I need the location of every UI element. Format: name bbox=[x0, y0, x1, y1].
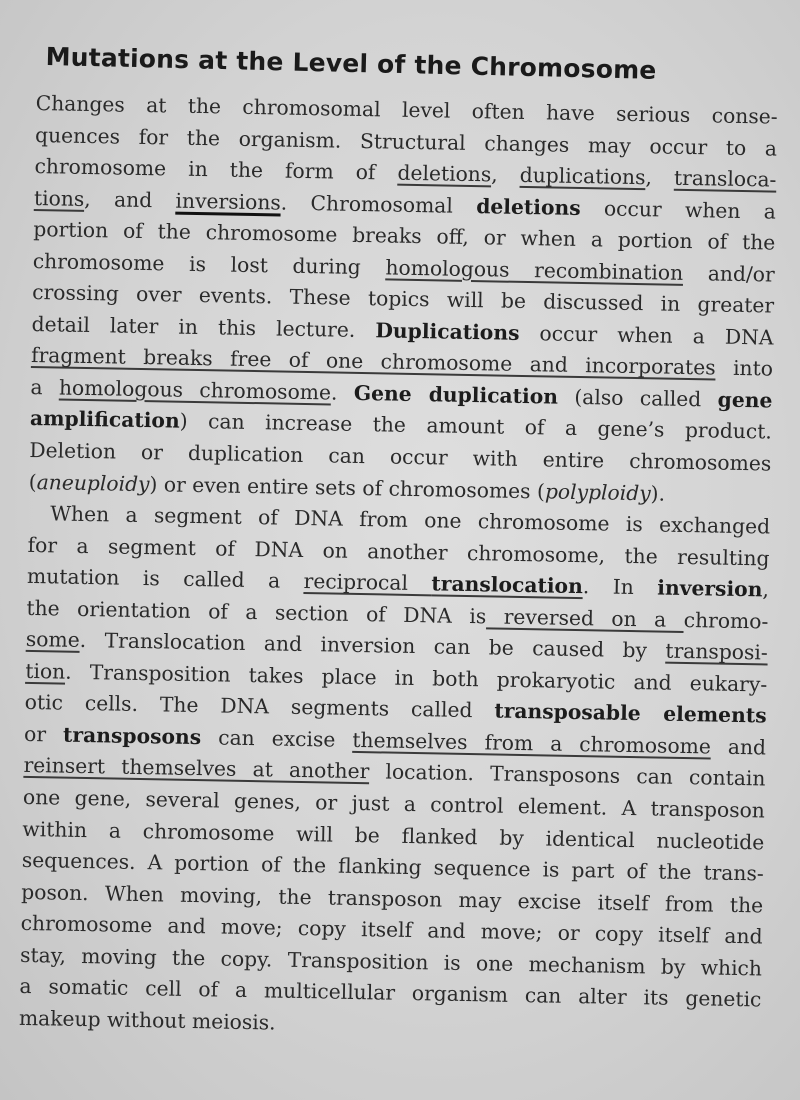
underlined-term: homologous chromosome bbox=[58, 375, 332, 405]
text-line: stay, moving the copy. Transposition is one mechanism by which bbox=[19, 942, 763, 981]
text-line: crossing over events. These topics will be discussed in greater bbox=[32, 280, 775, 318]
bold-term: translocation bbox=[431, 571, 584, 599]
underlined-term: tions bbox=[33, 185, 85, 211]
text-line: amplification) can increase the amount of a gene’s product. bbox=[29, 406, 773, 445]
italic-term: polyploidy bbox=[544, 478, 651, 505]
text-line: a homologous chromosome. Gene duplication (also called gene bbox=[30, 374, 773, 413]
text-line: poson. When moving, the transposon may excise itself from the bbox=[21, 879, 764, 918]
text-line: Changes at the chromosomal level often have serious conse- bbox=[35, 90, 778, 129]
bold-term: amplification bbox=[29, 406, 180, 434]
bold-term: transposable elements bbox=[494, 698, 767, 728]
text-line: quences for the organism. Structural changes may occur to a bbox=[34, 122, 778, 161]
section-heading: Mutations at the Level of the Chromosome bbox=[45, 42, 657, 85]
bold-term: deletions bbox=[475, 193, 581, 220]
italic-term: aneuploidy bbox=[36, 469, 150, 496]
text-line: sequences. A portion of the flanking sequence is part of the trans- bbox=[21, 847, 764, 886]
underlined-phrase: reinsert themselves at another bbox=[23, 753, 370, 784]
bold-term: gene bbox=[717, 387, 773, 413]
text-line: (aneuploidy) or even entire sets of chromosomes (polyploidy). bbox=[28, 469, 666, 506]
text-line: Deletion or duplication can occur with entire chromosomes bbox=[29, 437, 772, 476]
text-line: or transposons can excise themselves from a chromosome and bbox=[23, 721, 767, 760]
underlined-phrase: reversed on a bbox=[486, 604, 684, 632]
underlined-term: transloca- bbox=[673, 165, 777, 192]
text-line: within a chromosome will be flanked by identical nucleotide bbox=[22, 816, 765, 855]
bold-term: Gene duplication bbox=[353, 380, 559, 409]
bold-term: inversion bbox=[657, 575, 763, 602]
underlined-term: deletions bbox=[397, 160, 492, 187]
text-line: a somatic cell of a multicellular organism can alter its genetic bbox=[19, 974, 762, 1012]
underlined-term: some bbox=[25, 627, 80, 653]
underlined-term: inversions bbox=[175, 188, 282, 215]
text-line: otic cells. The DNA segments called transposable elements bbox=[24, 690, 767, 728]
underlined-phrase: themselves from a chromosome bbox=[352, 727, 712, 759]
body-text bbox=[19, 88, 778, 1048]
text-line: tions, and inversions. Chromosomal deletions occur when a bbox=[33, 185, 777, 224]
text-line: for a segment of DNA on another chromosome, the resulting bbox=[27, 532, 770, 571]
text-line: detail later in this lecture. Duplications occur when a DNA bbox=[31, 311, 774, 350]
text-line: chromosome and move; copy itself and move; or copy itself and bbox=[20, 911, 763, 949]
underlined-phrase: fragment breaks free of one chromosome and incorporates bbox=[30, 343, 716, 380]
text-line: chromosome is lost during homologous recombination and/or bbox=[32, 248, 775, 287]
text-line: tion. Transposition takes place in both prokaryotic and eukary- bbox=[25, 658, 768, 697]
text-line: fragment breaks free of one chromosome and incorporates into bbox=[30, 343, 774, 381]
text-line: portion of the chromosome breaks off, or when a portion of the bbox=[33, 217, 776, 255]
text-line: makeup without meiosis. bbox=[18, 1005, 276, 1035]
underlined-term: reciprocal bbox=[303, 569, 432, 596]
underlined-term: homologous recombination bbox=[385, 255, 684, 285]
text-line: reinsert themselves at another location. Transposons can contain bbox=[23, 753, 766, 791]
underlined-term: transposi- bbox=[665, 638, 768, 665]
bold-term: transposons bbox=[62, 722, 202, 750]
text-line: the orientation of a section of DNA is reversed on a chromo- bbox=[26, 595, 769, 634]
text-line: some. Translocation and inversion can be caused by transposi- bbox=[25, 627, 768, 665]
bold-term: Duplications bbox=[375, 318, 520, 345]
text-line: chromosome in the form of deletions, duplications, transloca- bbox=[34, 154, 777, 192]
underlined-term: duplications bbox=[519, 162, 646, 190]
text-line: one gene, several genes, or just a control element. A transposon bbox=[22, 784, 766, 823]
underlined-term: tion bbox=[25, 658, 66, 684]
text-line: mutation is called a reciprocal translocation. In inversion, bbox=[26, 564, 770, 602]
text-line: When a segment of DNA from one chromosome is exchanged bbox=[49, 501, 771, 539]
